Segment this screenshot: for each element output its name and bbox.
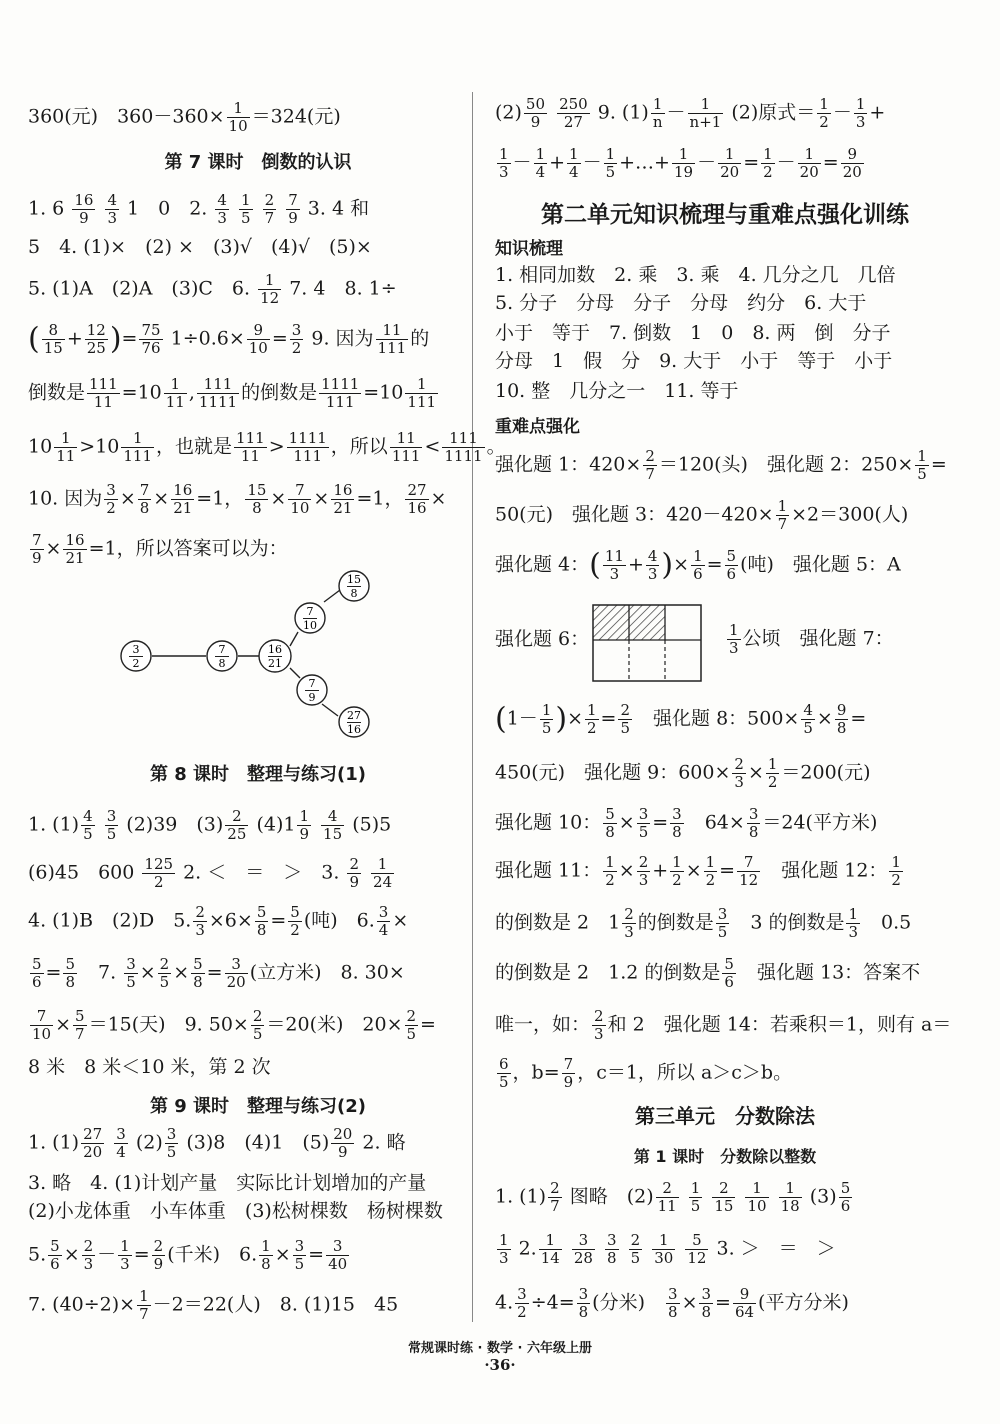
text: －2＝22(人) 8. (1)15 45 [152, 1293, 399, 1316]
text: 9. 因为 [311, 327, 374, 350]
answer-line [28, 1126, 406, 1161]
text: ，所以 [330, 435, 388, 458]
text: 3 的倒数是 [750, 911, 845, 934]
answer-line: 10. 因为 $\frac{3}{2}$ × $\frac{7}{8}$ × $\frac{16}{21}$ =1， $\frac{15}{8}$ × $\frac{7}{10}$ × $\frac{16}{21}$ =1， $\frac{27}{16}$ × [28, 481, 447, 517]
fraction: $\frac{3}{4}$ [378, 903, 389, 939]
answer-line: $\frac{7}{10}$ × $\frac{5}{7}$ ＝15(天) 9. 50× $\frac{2}{5}$ ＝20(米) 20× $\frac{2}{5}$ = [32, 1007, 436, 1043]
fraction: $\frac{1}{2}$ [672, 853, 682, 889]
text: (立方米) 8. 30× [249, 961, 405, 984]
footer-book-title: 常规课时练 · 数学 · 六年级上册 [408, 1341, 592, 1356]
fraction: $\frac{1}{20}$ [799, 145, 819, 181]
answer-line [28, 272, 397, 307]
fraction: $\frac{3}{5}$ [106, 807, 117, 843]
fraction: $\frac{3}{28}$ [573, 1231, 593, 1267]
answer-line [495, 956, 920, 991]
fraction: $\frac{4}{3}$ [217, 191, 227, 227]
answer-line: 5 4. (1)× (2) × (3)√ (4)√ (5)× [28, 236, 372, 258]
unit-3-title: 第三单元 分数除法 [635, 1104, 815, 1128]
text: 倒数是 [28, 381, 86, 404]
answer-line: 倒数是 $\frac{111}{11}$ =10 $\frac{1}{11}$ , $\frac{111}{1111}$ 的倒数是 $\frac{1111}{111}$ =10 $\frac{1}{111}$ [28, 375, 437, 411]
answer-line: 强化题 10： $\frac{5}{8}$ × $\frac{3}{5}$ = $\frac{3}{8}$ 64× $\frac{3}{8}$ ＝24(平方米) [495, 805, 878, 841]
land-division-figure [592, 604, 702, 682]
text: 4. (1)B (2)D 5. [28, 909, 192, 932]
fraction: $\frac{1}{11}$ [56, 429, 76, 465]
text: (吨) 强化题 5：A [740, 553, 901, 576]
tree-node-numerator: 7 [218, 643, 226, 656]
text: 7. 4 8. 1÷ [289, 277, 397, 300]
fraction: $\frac{5}{12}$ [687, 1231, 707, 1267]
fraction: $\frac{11}{3}$ [604, 547, 624, 583]
fraction: $\frac{1}{n+1}$ [689, 95, 722, 131]
unit-3-lesson-1-title: 第 1 课时 分数除以整数 [633, 1147, 817, 1166]
fraction: $\frac{1}{30}$ [654, 1231, 674, 1267]
text: 5. [28, 1243, 47, 1266]
text: 的 [410, 327, 430, 350]
fraction: $\frac{9}{10}$ [248, 321, 268, 357]
answer-line: 450(元) 强化题 9：600× $\frac{2}{3}$ × $\frac{1}{2}$ ＝200(元) [495, 755, 871, 791]
answer-line [495, 1180, 854, 1215]
fraction: $\frac{2}{9}$ [153, 1237, 164, 1273]
tree-node-denominator: 9 [308, 691, 316, 704]
text: ＝24(平方米) [762, 811, 878, 834]
fraction: $\frac{1111}{111}$ [321, 375, 360, 411]
fraction: $\frac{7}{9}$ [563, 1055, 574, 1091]
fraction: $\frac{1}{18}$ [780, 1179, 800, 1215]
fraction: $\frac{3}{5}$ [294, 1237, 305, 1273]
text: 的倒数是 2 1.2 的倒数是 [495, 961, 721, 984]
fraction: $\frac{2}{7}$ [264, 191, 275, 227]
fraction: $\frac{2}{3}$ [594, 1007, 604, 1043]
tree-node [121, 641, 151, 671]
answer-line [28, 192, 369, 227]
column-divider [472, 92, 473, 1322]
text: 5. (1)A (2)A (3)C 6. [28, 277, 251, 300]
fraction: $\frac{5}{6}$ [32, 955, 42, 991]
answer-line: $\frac{6}{5}$ ，b= $\frac{7}{9}$ ，c＝1，所以 a＞c＞b。 [499, 1055, 793, 1091]
fraction: $\frac{1}{2}$ [605, 853, 615, 889]
text: 的倒数是 [637, 911, 714, 934]
answer-line: 1. 相同加数 2. 乘 3. 乘 4. 几分之几 几倍 [495, 264, 896, 286]
text: 和 2 强化题 14：若乘积＝1，则有 a＝ [607, 1013, 952, 1036]
fraction: $\frac{2}{3}$ [638, 853, 649, 889]
text: 1. (1) [28, 813, 80, 836]
fraction: $\frac{5}{2}$ [290, 903, 300, 939]
fraction: $\frac{111}{11}$ [89, 375, 118, 411]
fraction: $\frac{8}{15}$ [43, 321, 63, 357]
text: 强化题 6： [495, 628, 590, 650]
fraction: $\frac{111}{1111}$ [444, 429, 483, 465]
fraction: $\frac{5}{6}$ [840, 1179, 851, 1215]
answer-line: 5. 分子 分母 分子 分母 约分 6. 大于 [495, 292, 867, 314]
tree-node [339, 571, 369, 601]
fraction: $\frac{16}{21}$ [333, 481, 353, 517]
fraction: $\frac{2}{5}$ [252, 1007, 263, 1043]
tree-node [297, 675, 327, 705]
fraction: $\frac{4}{3}$ [647, 547, 658, 583]
fraction: $\frac{1}{111}$ [123, 429, 153, 465]
reciprocal-tree-diagram [100, 570, 380, 740]
answer-line [28, 100, 341, 135]
fraction: $\frac{2}{3}$ [195, 903, 205, 939]
fraction: $\frac{3}{2}$ [517, 1285, 527, 1321]
fraction: $\frac{1}{4}$ [535, 145, 546, 181]
fraction: $\frac{4}{15}$ [323, 807, 343, 843]
text: 3. ＞ ＝ ＞ [716, 1237, 836, 1260]
fraction: $\frac{1}{14}$ [540, 1231, 560, 1267]
fraction: $\frac{3}{5}$ [166, 1125, 177, 1161]
fraction: $\frac{1}{2}$ [763, 145, 773, 181]
tree-node-numerator: 7 [308, 677, 316, 690]
fraction: $\frac{2}{7}$ [550, 1179, 560, 1215]
fraction: $\frac{1}{2}$ [705, 853, 716, 889]
fraction: $\frac{250}{27}$ [559, 95, 588, 131]
text: 0.5 [881, 911, 912, 934]
fraction: $\frac{3}{8}$ [668, 1285, 678, 1321]
fraction: $\frac{1}{10}$ [228, 99, 248, 135]
tree-node-denominator: 16 [347, 723, 361, 736]
text: 强化题 13：答案不 [756, 961, 921, 984]
fraction: $\frac{1}{5}$ [541, 701, 552, 737]
fraction: $\frac{3}{40}$ [328, 1237, 348, 1273]
answer-line: $\frac{1}{3}$ － $\frac{1}{4}$ + $\frac{1}{4}$ － $\frac{1}{5}$ +…+ $\frac{1}{19}$ － $\frac{1}{20}$ = $\frac{1}{2}$ － $\frac{1}{20}$ = $\frac{9}{20}$ [499, 145, 862, 181]
text: ，所以答案可以为： [116, 537, 288, 560]
fraction: $\frac{7}{9}$ [288, 191, 298, 227]
text: 图略 (2) [569, 1185, 654, 1208]
answer-line [495, 1008, 951, 1043]
fraction: $\frac{2}{15}$ [714, 1179, 734, 1215]
fraction: $\frac{1}{2}$ [819, 95, 829, 131]
answer-line: 强化题 11： $\frac{1}{2}$ × $\frac{2}{3}$ + $\frac{1}{2}$ × $\frac{1}{2}$ = $\frac{7}{12}$ 强化题 12： $\frac{1}{2}$ [495, 853, 901, 889]
fraction: $\frac{9}{20}$ [842, 145, 862, 181]
text: 450(元) 强化题 9：600× [495, 761, 731, 784]
fraction: $\frac{1}{20}$ [720, 145, 740, 181]
text: 的倒数是 2 1 [495, 911, 621, 934]
fraction: $\frac{1}{12}$ [260, 271, 280, 307]
tree-node-numerator: 7 [306, 605, 314, 618]
fraction: $\frac{5}{8}$ [65, 955, 76, 991]
answer-line: 10. 整 几分之一 11. 等于 [495, 380, 739, 402]
text: ＝324(元) [251, 105, 341, 128]
text: 1. (1) [28, 1131, 80, 1154]
fraction: $\frac{2}{9}$ [349, 855, 359, 891]
text: (平方分米) [758, 1291, 849, 1314]
answer-line: 8 米 8 米＜10 米，第 2 次 [28, 1056, 271, 1078]
text: 1÷0.6× [170, 327, 245, 350]
fraction: $\frac{1}{111}$ [407, 375, 437, 411]
unit-2-title: 第二单元知识梳理与重难点强化训练 [541, 202, 909, 228]
text: ＝20(米) 20× [266, 1013, 403, 1036]
fraction: $\frac{1111}{111}$ [288, 429, 327, 465]
text: 唯一，如： [495, 1013, 591, 1036]
answer-line: (1－ $\frac{1}{5}$ )× $\frac{1}{2}$ = $\frac{2}{5}$ 强化题 8：500× $\frac{4}{5}$ × $\frac{9}{8}$ = [495, 701, 867, 737]
text: ＝200(元) [781, 761, 871, 784]
fraction: $\frac{7}{8}$ [139, 481, 150, 517]
fraction: $\frac{1}{24}$ [373, 855, 393, 891]
text: (2)39 (3) [126, 813, 224, 836]
text: ×2＝300(人) [791, 503, 909, 526]
fraction: $\frac{1}{3}$ [120, 1237, 130, 1273]
fraction: $\frac{11}{111}$ [377, 321, 407, 357]
fraction: $\frac{12}{25}$ [86, 321, 106, 357]
answer-line [495, 626, 589, 652]
fraction: $\frac{16}{9}$ [74, 191, 94, 227]
tree-node-denominator: 2 [132, 657, 140, 670]
answer-line [28, 1288, 398, 1323]
fraction: $\frac{2}{3}$ [83, 1237, 94, 1273]
text: (3) [809, 1185, 837, 1208]
fraction: $\frac{3}{5}$ [717, 905, 728, 941]
fraction: $\frac{1}{9}$ [299, 807, 309, 843]
text: 1. 6 [28, 197, 65, 220]
fraction: $\frac{5}{8}$ [256, 903, 267, 939]
fraction: $\frac{1}{6}$ [693, 547, 703, 583]
answer-line [28, 856, 396, 891]
text: 强化题 12： [781, 859, 888, 882]
text: 强化题 8：500× [653, 707, 800, 730]
answer-line [28, 808, 391, 843]
fraction: $\frac{1}{5}$ [241, 191, 251, 227]
fraction: $\frac{1}{2}$ [587, 701, 597, 737]
answer-line: 10 $\frac{1}{11}$ >10 $\frac{1}{111}$ ，也就是 $\frac{111}{11}$ > $\frac{1111}{111}$ ，所以 $\frac{11}{111}$ < $\frac{111}{1111}$ 。 [28, 429, 506, 465]
text: 64× [704, 811, 745, 834]
answer-line: 分母 1 假 分 9. 大于 小于 等于 小于 [495, 350, 893, 372]
fraction: $\frac{2}{11}$ [657, 1179, 677, 1215]
tree-node-denominator: 8 [350, 587, 358, 600]
fraction: $\frac{1}{3}$ [848, 905, 859, 941]
fraction: $\frac{1}{19}$ [673, 145, 694, 181]
lesson-9-title: 第 9 课时 整理与练习(2) [149, 1096, 367, 1117]
fraction: $\frac{3}{8}$ [701, 1285, 712, 1321]
fraction: $\frac{1}{7}$ [139, 1287, 149, 1323]
text: ，也就是 [156, 435, 233, 458]
fraction: $\frac{5}{6}$ [724, 955, 734, 991]
answer-line [725, 622, 894, 657]
fraction: $\frac{2}{5}$ [630, 1231, 641, 1267]
text: 3. 4 和 [307, 197, 370, 220]
tree-node [207, 641, 237, 671]
answer-line: 强化题 1：420× $\frac{2}{7}$ ＝120(头) 强化题 2：250× $\frac{1}{5}$ = [495, 447, 947, 483]
answer-line: (2) $\frac{50}{9}$ $\frac{250}{27}$ 9. (1) $\frac{1}{n}$ － $\frac{1}{n+1}$ (2)原式＝ $\frac{1}{2}$ － $\frac{1}{3}$ + [495, 95, 886, 131]
fraction: $\frac{2}{5}$ [620, 701, 631, 737]
text: 360(元) 360－360× [28, 105, 225, 128]
text: 强化题 10： [495, 811, 602, 834]
fraction: $\frac{1}{2}$ [767, 755, 778, 791]
fraction: $\frac{1}{n}$ [652, 95, 663, 131]
lesson-7-title: 第 7 课时 倒数的认识 [164, 152, 352, 173]
lesson-8-title: 第 8 课时 整理与练习(1) [149, 764, 367, 785]
text: (吨) 6. [303, 909, 375, 932]
tree-node-denominator: 10 [303, 619, 317, 632]
fraction: $\frac{7}{10}$ [32, 1007, 52, 1043]
text: 强化题 11： [495, 859, 602, 882]
fraction: $\frac{3}{4}$ [116, 1125, 126, 1161]
tree-node [295, 603, 325, 633]
fraction: $\frac{111}{1111}$ [198, 375, 238, 411]
fraction: $\frac{1}{5}$ [690, 1179, 701, 1215]
fraction: $\frac{4}{5}$ [83, 807, 93, 843]
text: ，c＝1，所以 a＞c＞b。 [577, 1061, 793, 1084]
answer-line: 4. $\frac{3}{2}$ ÷4= $\frac{3}{8}$ (分米) $\frac{3}{8}$ × $\frac{3}{8}$ = $\frac{9}{64}$ (平方分米) [495, 1285, 849, 1321]
tree-node-numerator: 15 [347, 573, 361, 586]
answer-line: 4. (1)B (2)D 5. $\frac{2}{3}$ ×6× $\frac{5}{8}$ = $\frac{5}{2}$ (吨) 6. $\frac{3}{4}$ × [28, 903, 409, 939]
fraction: $\frac{1}{10}$ [747, 1179, 767, 1215]
answer-line: $\frac{7}{9}$ × $\frac{16}{21}$ =1，所以答案可以为： [32, 531, 288, 567]
text: 1 0 2. [127, 197, 208, 220]
fraction: $\frac{3}{5}$ [126, 955, 136, 991]
text: 的倒数是 [241, 381, 318, 404]
fraction: $\frac{2}{5}$ [406, 1007, 417, 1043]
answer-line [495, 1232, 836, 1267]
key-points-heading: 重难点强化 [495, 417, 580, 437]
knowledge-review-heading: 知识梳理 [495, 239, 563, 259]
text: (4)1 [256, 813, 296, 836]
fraction: $\frac{3}{8}$ [578, 1285, 589, 1321]
fraction: $\frac{15}{8}$ [247, 481, 267, 517]
text: (分米) [592, 1291, 645, 1314]
fraction: $\frac{1}{3}$ [729, 621, 739, 657]
fraction: $\frac{3}{20}$ [226, 955, 246, 991]
fraction: $\frac{1}{8}$ [261, 1237, 271, 1273]
text: 9. (1) [597, 101, 649, 124]
fraction: $\frac{27}{20}$ [83, 1125, 103, 1161]
fraction: $\frac{2}{5}$ [159, 955, 170, 991]
fraction: $\frac{1}{7}$ [777, 497, 788, 533]
text: 7. (40÷2)× [28, 1293, 136, 1316]
fraction: $\frac{125}{2}$ [144, 855, 174, 891]
tree-node-numerator: 3 [132, 643, 140, 656]
fraction: $\frac{75}{76}$ [141, 321, 161, 357]
text: (6)45 600 [28, 861, 135, 884]
text: 50(元) 强化题 3：420－420× [495, 503, 774, 526]
text: (2)原式＝ [731, 101, 816, 124]
fraction: $\frac{20}{9}$ [333, 1125, 353, 1161]
fraction: $\frac{3}{8}$ [748, 805, 759, 841]
text: 10. 因为 [28, 487, 103, 510]
text: (2) [495, 101, 522, 124]
fraction: $\frac{5}{8}$ [193, 955, 203, 991]
fraction: $\frac{7}{12}$ [739, 853, 759, 889]
tree-node-numerator: 16 [268, 643, 282, 656]
fraction: $\frac{9}{64}$ [734, 1285, 755, 1321]
fraction: $\frac{2}{7}$ [645, 447, 655, 483]
text: 2. ＜ ＝ ＞ 3. [183, 861, 340, 884]
fraction: $\frac{2}{3}$ [624, 905, 634, 941]
tree-node-denominator: 21 [268, 657, 282, 670]
text: ＝120(头) 强化题 2：250× [658, 453, 914, 476]
fraction: $\frac{1}{2}$ [891, 853, 901, 889]
text: 2. [518, 1237, 537, 1260]
fraction: $\frac{111}{11}$ [236, 429, 265, 465]
fraction: $\frac{1}{5}$ [605, 145, 616, 181]
text: (5)5 [352, 813, 392, 836]
answer-line: 5. $\frac{5}{6}$ × $\frac{2}{3}$ － $\frac{1}{3}$ = $\frac{2}{9}$ (千米) 6. $\frac{1}{8}$ × $\frac{3}{5}$ = $\frac{3}{40}$ [28, 1237, 348, 1273]
fraction: $\frac{3}{2}$ [291, 321, 302, 357]
fraction: $\frac{16}{21}$ [65, 531, 85, 567]
fraction: $\frac{1}{3}$ [499, 1231, 509, 1267]
fraction: $\frac{3}{8}$ [607, 1231, 617, 1267]
answer-line: 3. 略 4. (1)计划产量 实际比计划增加的产量 [28, 1172, 427, 1194]
fraction: $\frac{4}{5}$ [803, 701, 813, 737]
tree-node-denominator: 8 [218, 657, 226, 670]
fraction: $\frac{11}{111}$ [391, 429, 421, 465]
text: (3)8 (4)1 (5) [186, 1131, 330, 1154]
fraction: $\frac{5}{8}$ [605, 805, 615, 841]
answer-line: (2)小龙体重 小车体重 (3)松树棵数 杨树棵数 [28, 1200, 443, 1222]
fraction: $\frac{3}{2}$ [106, 481, 116, 517]
answer-line: 小于 等于 7. 倒数 1 0 8. 两 倒 分子 [495, 322, 891, 344]
fraction: $\frac{5}{6}$ [726, 547, 737, 583]
fraction: $\frac{16}{21}$ [173, 481, 193, 517]
fraction: $\frac{2}{3}$ [734, 755, 744, 791]
fraction: $\frac{3}{5}$ [638, 805, 649, 841]
text: 1. (1) [495, 1185, 547, 1208]
fraction: $\frac{1}{3}$ [499, 145, 509, 181]
fraction: $\frac{50}{9}$ [525, 95, 546, 131]
fraction: $\frac{1}{5}$ [917, 447, 927, 483]
answer-line [495, 906, 911, 941]
tree-node-numerator: 27 [347, 709, 361, 722]
answer-line: 强化题 4：( $\frac{11}{3}$ + $\frac{4}{3}$ )× $\frac{1}{6}$ = $\frac{5}{6}$ (吨) 强化题 5：A [495, 547, 901, 583]
fraction: $\frac{1}{3}$ [855, 95, 866, 131]
text: 2. 略 [362, 1131, 406, 1154]
fraction: $\frac{6}{5}$ [499, 1055, 509, 1091]
text: 强化题 4： [495, 553, 590, 576]
fraction: $\frac{4}{3}$ [107, 191, 117, 227]
text: 公顷 强化题 7： [742, 627, 894, 650]
fraction: $\frac{1}{4}$ [569, 145, 579, 181]
text: ＝15(天) 9. 50× [88, 1013, 249, 1036]
tree-node [259, 640, 291, 672]
fraction: $\frac{7}{10}$ [290, 481, 310, 517]
fraction: $\frac{27}{16}$ [407, 481, 427, 517]
fraction: $\frac{9}{8}$ [836, 701, 847, 737]
fraction: $\frac{5}{6}$ [50, 1237, 60, 1273]
text: (千米) 6. [167, 1243, 258, 1266]
fraction: $\frac{1}{11}$ [165, 375, 185, 411]
fraction: $\frac{5}{7}$ [75, 1007, 85, 1043]
fraction: $\frac{3}{8}$ [672, 805, 682, 841]
answer-line [495, 498, 908, 533]
text: 4. [495, 1291, 514, 1314]
answer-line: $\frac{5}{6}$ = $\frac{5}{8}$ 7. $\frac{3}{5}$ × $\frac{2}{5}$ × $\frac{5}{8}$ = $\frac{3}{20}$ (立方米) 8. 30× [32, 955, 405, 991]
tree-node [339, 707, 369, 737]
page-number: ·36· [484, 1356, 516, 1374]
text: (2) [135, 1131, 163, 1154]
fraction: $\frac{7}{9}$ [32, 531, 42, 567]
fraction: $\frac{2}{25}$ [227, 807, 247, 843]
answer-line: ( $\frac{8}{15}$ + $\frac{12}{25}$ )= $\frac{75}{76}$ 1÷0.6× $\frac{9}{10}$ = $\frac{3}{2}$ 9. 因为 $\frac{11}{111}$ 的 [28, 321, 430, 357]
text: 强化题 1：420× [495, 453, 642, 476]
